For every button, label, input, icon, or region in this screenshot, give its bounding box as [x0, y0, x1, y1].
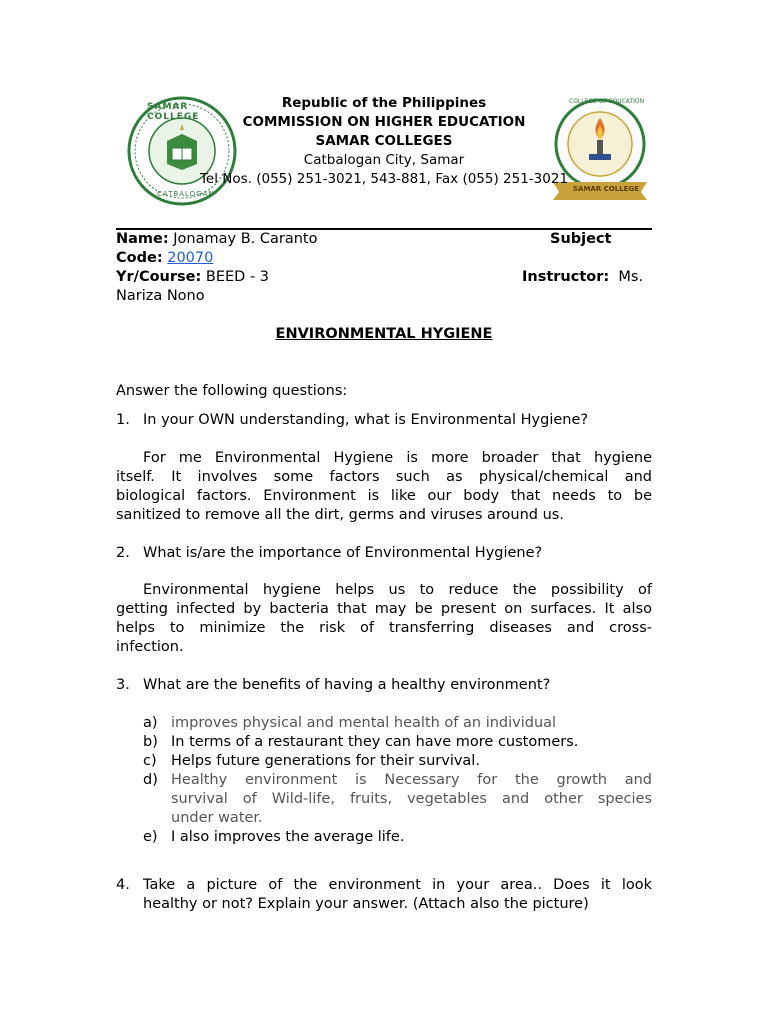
q4-question-line-1: Take a picture of the environment in your area.. Does it look	[143, 877, 652, 893]
course-row	[116, 268, 652, 287]
instructor-value-prefix: Ms.	[618, 269, 644, 285]
q4-number: 4.	[116, 877, 130, 893]
q3-item-a-label: a)	[143, 715, 158, 731]
q2-answer-line-2: getting infected by bacteria that may be present on surfaces. It also	[116, 601, 652, 617]
right-logo-text-top: COLLEGE OF EDUCATION	[569, 98, 645, 105]
q1-number: 1.	[116, 412, 130, 428]
course-value: BEED - 3	[205, 269, 270, 285]
q3-number: 3.	[116, 677, 130, 693]
code-label: Code:	[116, 250, 163, 266]
q2-answer-line-3: helps to minimize the risk of transferring diseases and cross-	[116, 620, 652, 636]
q2-question: What is/are the importance of Environmental Hygiene?	[143, 545, 543, 561]
q3-item-b: In terms of a restaurant they can have more customers.	[171, 734, 579, 750]
instructor-name-row: Nariza Nono	[116, 288, 205, 304]
code-value-link[interactable]: 20070	[167, 250, 214, 266]
code-row	[116, 249, 652, 268]
header-college: SAMAR COLLEGES	[315, 133, 453, 149]
header-republic: Republic of the Philippines	[281, 95, 487, 111]
instructor-label: Instructor:	[522, 269, 610, 285]
q3-item-d-line-1: Healthy environment is Necessary for the growth and	[171, 772, 652, 788]
left-logo-text-bottom: CATBALOGAN	[157, 190, 215, 198]
q2-answer-line-4: infection.	[116, 639, 184, 655]
q3-item-d-line-2: survival of Wild-life, fruits, vegetables and other species	[171, 791, 652, 807]
instructor-group	[522, 268, 643, 287]
header-contact: Tel Nos. (055) 251-3021, 543-881, Fax (055) 251-3021	[199, 171, 569, 187]
q1-answer-line-4: sanitized to remove all the dirt, germs and viruses around us.	[116, 507, 564, 523]
q3-item-e: I also improves the average life.	[171, 829, 405, 845]
q2-answer-line-1: Environmental hygiene helps us to reduce the possibility of	[143, 582, 652, 598]
left-logo-text-top: SAMAR COLLEGE	[147, 102, 200, 122]
q3-item-c: Helps future generations for their survival.	[171, 753, 480, 769]
q1-answer-line-1: For me Environmental Hygiene is more broader that hygiene	[143, 450, 652, 466]
q3-item-e-label: e)	[143, 829, 158, 845]
q3-item-d-line-3: under water.	[171, 810, 263, 826]
name-row	[116, 230, 652, 249]
q3-item-c-label: c)	[143, 753, 157, 769]
q4-question-line-2: healthy or not? Explain your answer. (Attach also the picture)	[143, 896, 589, 912]
q3-item-b-label: b)	[143, 734, 158, 750]
document-title: ENVIRONMENTAL HYGIENE	[275, 326, 493, 342]
instructions: Answer the following questions:	[116, 383, 348, 399]
q1-question: In your OWN understanding, what is Environmental Hygiene?	[143, 412, 589, 428]
header-ched: COMMISSION ON HIGHER EDUCATION	[242, 114, 526, 130]
header-city: Catbalogan City, Samar	[303, 152, 465, 168]
course-label: Yr/Course:	[116, 269, 202, 285]
q1-answer-line-2: itself. It involves some factors such as physical/chemical and	[116, 469, 652, 485]
name-value: Jonamay B. Caranto	[173, 231, 318, 247]
q2-number: 2.	[116, 545, 130, 561]
q3-item-d-label: d)	[143, 772, 158, 788]
q1-answer-line-3: biological factors. Environment is like our body that needs to be	[116, 488, 652, 504]
subject-label: Subject	[550, 231, 612, 247]
right-logo-ribbon-text: SAMAR COLLEGE	[573, 185, 639, 193]
name-label: Name:	[116, 231, 169, 247]
q3-question: What are the benefits of having a healthy environment?	[143, 677, 551, 693]
q3-item-a: improves physical and mental health of an individual	[171, 715, 557, 731]
